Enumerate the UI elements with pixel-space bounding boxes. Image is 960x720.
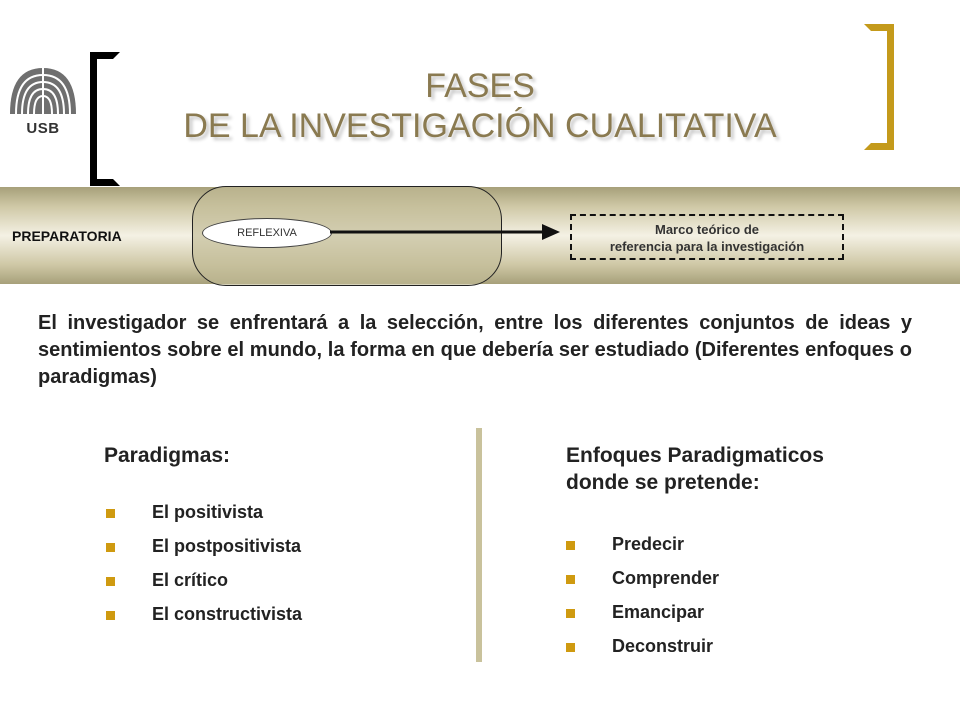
phase-label: PREPARATORIA [12,228,122,244]
outcome-line-2: referencia para la investigación [609,239,805,254]
outcome-line-1: Marco teórico de [654,222,760,237]
university-dome-icon [4,62,82,122]
square-bullet-icon [106,543,115,552]
paradigms-heading: Paradigmas: [104,444,231,467]
list-item-label: El postpositivista [152,536,302,556]
list-item [106,536,302,570]
approaches-heading [566,442,824,496]
usb-logo [4,62,82,146]
approaches-list [566,534,719,670]
list-item [106,570,302,604]
square-bullet-icon [566,609,575,618]
square-bullet-icon [106,509,115,518]
square-bullet-icon [106,611,115,620]
list-item-label: Emancipar [612,602,705,622]
outcome-box [570,214,844,260]
list-item-label: Deconstruir [612,636,714,656]
intro-paragraph: El investigador se enfrentará a la selección, entre los diferentes conjuntos de ideas y sentimientos sobre el mundo, la forma en que debería ser estudiado (Diferentes enfoques o paradigmas) [38,312,912,388]
list-item-label: El constructivista [152,604,303,624]
square-bullet-icon [106,577,115,586]
list-item-label: El crítico [152,570,229,590]
paradigms-list [106,502,302,638]
square-bullet-icon [566,541,575,550]
stage-ellipse: REFLEXIVA [202,218,332,248]
page-title [100,66,860,146]
list-item [566,602,719,636]
list-item [106,604,302,638]
arrow-icon [330,222,562,242]
list-item [566,636,719,670]
list-item [566,568,719,602]
approaches-heading-line-2: donde se pretende: [566,471,760,494]
list-item-label: Predecir [612,534,685,554]
list-item [106,502,302,536]
logo-text: USB [26,120,60,137]
approaches-heading-line-1: Enfoques Paradigmaticos [566,444,824,467]
column-divider [476,428,482,662]
list-item-label: Comprender [612,568,720,588]
title-line-2: DE LA INVESTIGACIÓN CUALITATIVA [183,107,777,145]
right-bracket [864,24,894,150]
list-item-label: El positivista [152,502,264,522]
list-item [566,534,719,568]
square-bullet-icon [566,643,575,652]
square-bullet-icon [566,575,575,584]
title-line-1: FASES [425,67,535,105]
